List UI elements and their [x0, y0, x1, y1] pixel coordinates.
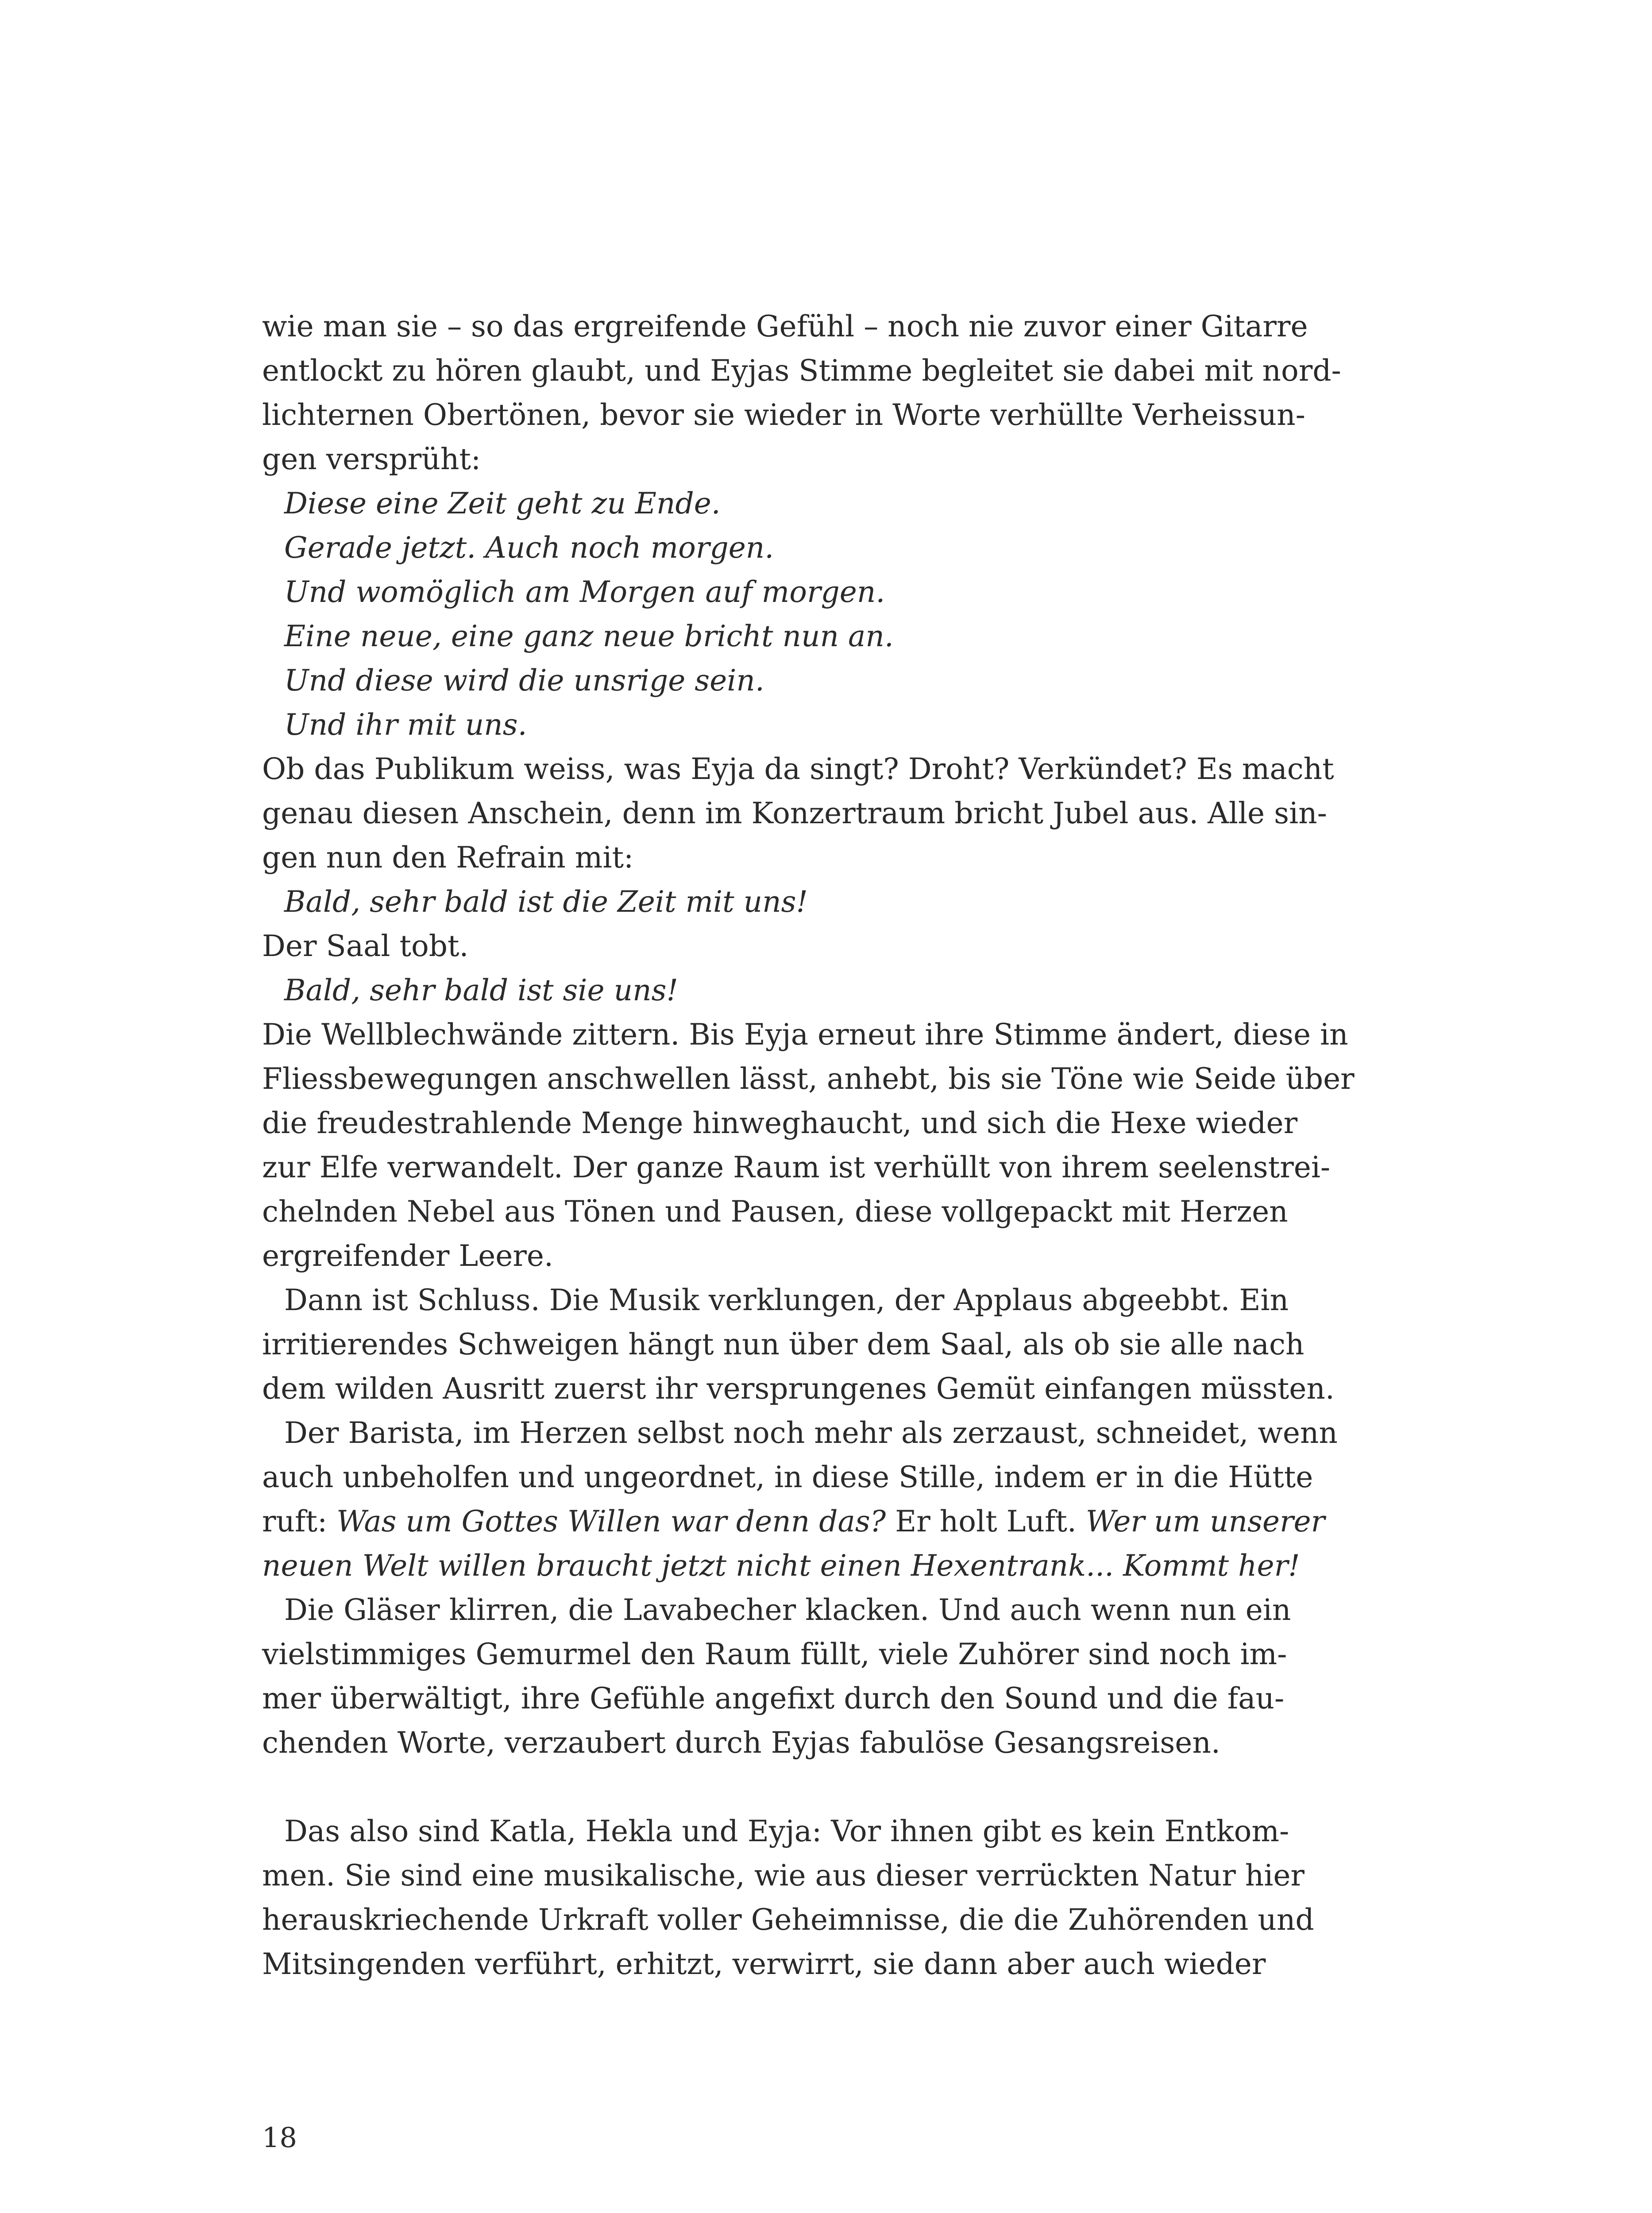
quoted-speech: neuen Welt willen braucht jetzt nicht einen Hexentrank... Kommt her!	[262, 1549, 1300, 1583]
verse-text: Und womöglich am Morgen auf morgen.	[284, 575, 885, 609]
text-line: Ob das Publikum weiss, was Eyja da singt? Droht? Verkündet? Es macht	[262, 752, 1334, 786]
text-line	[262, 1544, 1300, 1588]
quoted-speech: Wer um unserer	[1085, 1504, 1325, 1538]
quoted-speech: Was um Gottes Willen war denn das?	[336, 1504, 886, 1538]
refrain-text: Bald, sehr bald ist sie uns!	[284, 973, 678, 1007]
text-line: men. Sie sind eine musikalische, wie aus dieser verrückten Natur hier	[262, 1858, 1305, 1893]
text-line: ergreifender Leere.	[262, 1239, 553, 1273]
text-span: Er holt Luft.	[886, 1504, 1086, 1538]
text-span: ruft:	[262, 1504, 337, 1538]
text-line: entlockt zu hören glaubt, und Eyjas Stimme begleitet sie dabei mit nord-	[262, 354, 1341, 388]
text-line	[262, 1500, 1325, 1544]
text-line: Der Barista, im Herzen selbst noch mehr als zerzaust, schneidet, wenn	[284, 1416, 1338, 1450]
page-number: 18	[262, 2121, 297, 2154]
verse-text: Gerade jetzt. Auch noch morgen.	[284, 531, 774, 565]
text-line: Die Wellblechwände zittern. Bis Eyja erneut ihre Stimme ändert, diese in	[262, 1018, 1348, 1052]
text-line: Mitsingenden verführt, erhitzt, verwirrt, sie dann aber auch wieder	[262, 1947, 1266, 1981]
verse-line	[262, 659, 1241, 703]
verse-line	[262, 703, 1241, 747]
text-line: zur Elfe verwandelt. Der ganze Raum ist verhüllt von ihrem seelenstrei-	[262, 1150, 1331, 1184]
text-line: mer überwältigt, ihre Gefühle angefixt durch den Sound und die fau-	[262, 1681, 1285, 1716]
refrain-text: Bald, sehr bald ist die Zeit mit uns!	[284, 885, 808, 919]
text-line: chelnden Nebel aus Tönen und Pausen, diese vollgepackt mit Herzen	[262, 1195, 1288, 1229]
text-line: auch unbeholfen und ungeordnet, in diese Stille, indem er in die Hütte	[262, 1460, 1313, 1494]
page-body-text	[262, 305, 1355, 1986]
text-line: gen nun den Refrain mit:	[262, 840, 634, 875]
text-line: chenden Worte, verzaubert durch Eyjas fabulöse Gesangsreisen.	[262, 1726, 1220, 1760]
text-line: vielstimmiges Gemurmel den Raum füllt, viele Zuhörer sind noch im-	[262, 1637, 1287, 1671]
refrain-line	[262, 968, 1241, 1013]
text-line: Das also sind Katla, Hekla und Eyja: Vor ihnen gibt es kein Entkom-	[284, 1814, 1289, 1848]
verse-text: Eine neue, eine ganz neue bricht nun an.	[284, 619, 894, 653]
text-line: Dann ist Schluss. Die Musik verklungen, der Applaus abgeebbt. Ein	[284, 1283, 1289, 1317]
text-line: herauskriechende Urkraft voller Geheimnisse, die die Zuhörenden und	[262, 1903, 1314, 1937]
text-line: dem wilden Ausritt zuerst ihr versprungenes Gemüt einfangen müssten.	[262, 1372, 1335, 1406]
text-line: genau diesen Anschein, denn im Konzertraum bricht Jubel aus. Alle sin-	[262, 796, 1327, 830]
verse-line	[262, 614, 1241, 659]
verse-text: Und diese wird die unsrige sein.	[284, 663, 764, 698]
text-line: wie man sie – so das ergreifende Gefühl – noch nie zuvor einer Gitarre	[262, 309, 1308, 343]
text-line: Die Gläser klirren, die Lavabecher klacken. Und auch wenn nun ein	[284, 1593, 1291, 1627]
text-line: gen versprüht:	[262, 442, 481, 476]
verse-line	[262, 526, 1241, 570]
verse-text: Diese eine Zeit geht zu Ende.	[284, 486, 721, 520]
text-line: irritierendes Schweigen hängt nun über dem Saal, als ob sie alle nach	[262, 1327, 1305, 1361]
text-line: Der Saal tobt.	[262, 929, 469, 963]
verse-line	[262, 482, 1241, 526]
section-break	[262, 1765, 1241, 1809]
text-line: die freudestrahlende Menge hinweghaucht, und sich die Hexe wieder	[262, 1106, 1298, 1140]
text-line: lichternen Obertönen, bevor sie wieder in Worte verhüllte Verheissun-	[262, 398, 1305, 432]
text-line: Fliessbewegungen anschwellen lässt, anhebt, bis sie Töne wie Seide über	[262, 1062, 1355, 1096]
verse-text: Und ihr mit uns.	[284, 708, 527, 742]
refrain-line	[262, 880, 1241, 924]
verse-line	[262, 570, 1241, 614]
